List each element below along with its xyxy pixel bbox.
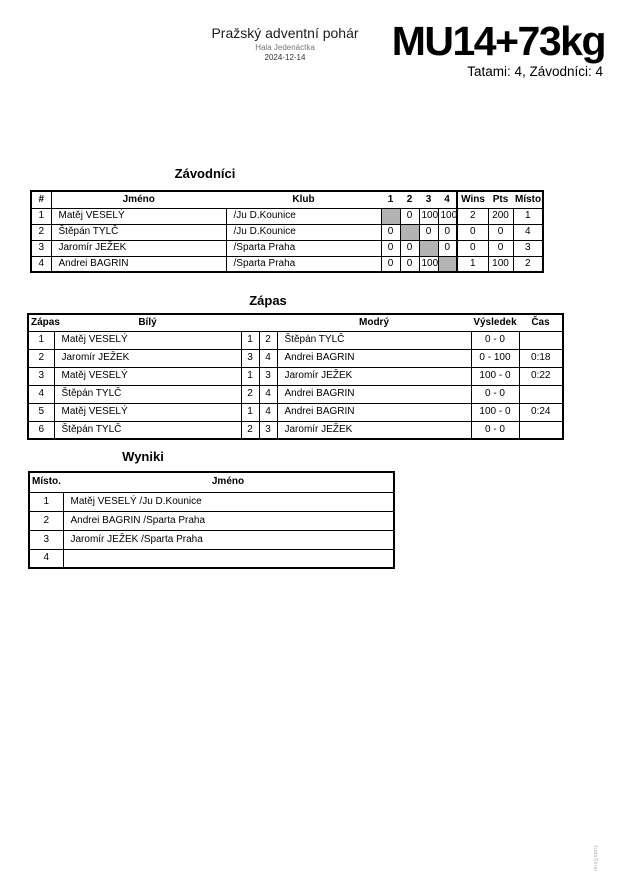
competitor-club: /Sparta Praha (226, 240, 381, 256)
grid-cell: 0 (381, 256, 400, 272)
match-row (28, 367, 563, 385)
result-place: 2 (29, 511, 63, 530)
col-place: Místo. (513, 191, 543, 208)
competitor-number: 4 (31, 256, 51, 272)
grid-cell: 100 (419, 208, 438, 224)
header-row (28, 314, 563, 331)
place-value: 2 (513, 256, 543, 272)
white-number: 3 (241, 349, 259, 367)
white-name: Matěj VESELÝ (54, 367, 241, 385)
match-time (519, 331, 563, 349)
blue-number: 4 (259, 403, 277, 421)
result-name: Matěj VESELÝ /Ju D.Kounice (63, 492, 394, 511)
result-name (63, 549, 394, 568)
results-table-header (29, 472, 394, 492)
white-name: Štěpán TYLČ (54, 385, 241, 403)
result-name: Andrei BAGRIN /Sparta Praha (63, 511, 394, 530)
competitor-club: /Ju D.Kounice (226, 208, 381, 224)
grid-cell: 0 (438, 240, 457, 256)
matches-section-title: Zápas (249, 293, 287, 308)
competitor-row (31, 240, 543, 256)
competitor-club: /Sparta Praha (226, 256, 381, 272)
pts-value: 200 (488, 208, 513, 224)
event-date: 2024-12-14 (264, 53, 306, 62)
grid-cell: 100 (438, 208, 457, 224)
col-time: Čas (519, 314, 563, 331)
blue-name: Štěpán TYLČ (277, 331, 471, 349)
pts-value: 0 (488, 224, 513, 240)
place-value: 4 (513, 224, 543, 240)
col-number: # (31, 191, 51, 208)
blue-number: 2 (259, 331, 277, 349)
grid-cell-self (419, 240, 438, 256)
result-place: 3 (29, 530, 63, 549)
white-number: 2 (241, 385, 259, 403)
match-row (28, 385, 563, 403)
header-row (31, 191, 543, 208)
grid-cell-self (400, 224, 419, 240)
match-time: 0:24 (519, 403, 563, 421)
pts-value: 0 (488, 240, 513, 256)
result-name: Jaromír JEŽEK /Sparta Praha (63, 530, 394, 549)
blue-number: 4 (259, 385, 277, 403)
matches-table-header (28, 314, 563, 331)
result-place: 4 (29, 549, 63, 568)
competitor-row (31, 224, 543, 240)
white-name: Matěj VESELÝ (54, 403, 241, 421)
col-pts: Pts (488, 191, 513, 208)
wins-value: 0 (457, 240, 488, 256)
result-row (29, 511, 394, 530)
header-row (29, 472, 394, 492)
match-time: 0:22 (519, 367, 563, 385)
match-row (28, 331, 563, 349)
match-number: 2 (28, 349, 54, 367)
white-number: 1 (241, 403, 259, 421)
white-name: Jaromír JEŽEK (54, 349, 241, 367)
results-table (28, 471, 395, 569)
white-number: 2 (241, 421, 259, 439)
match-result: 100 - 0 (471, 403, 519, 421)
white-name: Matěj VESELÝ (54, 331, 241, 349)
competitors-table-header (31, 191, 543, 208)
match-number: 4 (28, 385, 54, 403)
wins-value: 0 (457, 224, 488, 240)
grid-cell: 0 (381, 240, 400, 256)
match-number: 3 (28, 367, 54, 385)
wins-value: 2 (457, 208, 488, 224)
place-value: 3 (513, 240, 543, 256)
grid-cell: 0 (400, 240, 419, 256)
competitor-number: 2 (31, 224, 51, 240)
place-value: 1 (513, 208, 543, 224)
grid-cell: 0 (400, 256, 419, 272)
grid-cell: 0 (438, 224, 457, 240)
blue-name: Andrei BAGRIN (277, 385, 471, 403)
match-time (519, 421, 563, 439)
col-place: Místo. (29, 472, 63, 492)
col-name: Jméno (51, 191, 226, 208)
col-2: 2 (400, 191, 419, 208)
result-row (29, 492, 394, 511)
match-result: 0 - 0 (471, 331, 519, 349)
competitor-number: 3 (31, 240, 51, 256)
white-name: Štěpán TYLČ (54, 421, 241, 439)
grid-cell: 100 (419, 256, 438, 272)
blue-name: Andrei BAGRIN (277, 349, 471, 367)
grid-cell-self (438, 256, 457, 272)
col-result: Výsledek (471, 314, 519, 331)
competitor-row (31, 208, 543, 224)
grid-cell: 0 (400, 208, 419, 224)
match-number: 1 (28, 331, 54, 349)
blue-name: Andrei BAGRIN (277, 403, 471, 421)
grid-cell-self (381, 208, 400, 224)
blue-name: Jaromír JEŽEK (277, 421, 471, 439)
matches-table (27, 313, 564, 440)
col-white: Bílý (54, 314, 241, 331)
venue-label: Hala Jedenáctka (255, 43, 315, 52)
category-title: MU14+73kg (391, 18, 605, 64)
grid-cell: 0 (381, 224, 400, 240)
match-time (519, 385, 563, 403)
result-row (29, 549, 394, 568)
result-place: 1 (29, 492, 63, 511)
col-white-number (241, 314, 259, 331)
col-blue: Modrý (277, 314, 471, 331)
match-result: 100 - 0 (471, 367, 519, 385)
white-number: 1 (241, 367, 259, 385)
results-section-title: Wyniki (122, 449, 164, 464)
match-result: 0 - 0 (471, 421, 519, 439)
match-number: 6 (28, 421, 54, 439)
result-row (29, 530, 394, 549)
match-row (28, 403, 563, 421)
competitors-table (30, 190, 544, 273)
match-number: 5 (28, 403, 54, 421)
competitor-name: Štěpán TYLČ (51, 224, 226, 240)
pts-value: 100 (488, 256, 513, 272)
blue-number: 4 (259, 349, 277, 367)
blue-number: 3 (259, 367, 277, 385)
competitor-number: 1 (31, 208, 51, 224)
match-row (28, 421, 563, 439)
match-row (28, 349, 563, 367)
col-wins: Wins (457, 191, 488, 208)
competitor-name: Matěj VESELÝ (51, 208, 226, 224)
category-info: Tatami: 4, Závodníci: 4 (467, 64, 603, 79)
col-4: 4 (438, 191, 457, 208)
match-result: 0 - 0 (471, 385, 519, 403)
col-3: 3 (419, 191, 438, 208)
col-club: Klub (226, 191, 381, 208)
competitor-row (31, 256, 543, 272)
competitors-section-title: Závodníci (174, 166, 236, 181)
blue-number: 3 (259, 421, 277, 439)
white-number: 1 (241, 331, 259, 349)
competitor-name: Andrei BAGRIN (51, 256, 226, 272)
blue-name: Jaromír JEŽEK (277, 367, 471, 385)
watermark-text: JudoShiai (592, 845, 598, 872)
col-match: Zápas (28, 314, 54, 331)
col-blue-number (259, 314, 277, 331)
wins-value: 1 (457, 256, 488, 272)
tournament-title: Pražský adventní pohár (211, 25, 359, 41)
grid-cell: 0 (419, 224, 438, 240)
col-name: Jméno (63, 472, 394, 492)
match-result: 0 - 100 (471, 349, 519, 367)
col-1: 1 (381, 191, 400, 208)
match-time: 0:18 (519, 349, 563, 367)
competitor-name: Jaromír JEŽEK (51, 240, 226, 256)
competitor-club: /Ju D.Kounice (226, 224, 381, 240)
